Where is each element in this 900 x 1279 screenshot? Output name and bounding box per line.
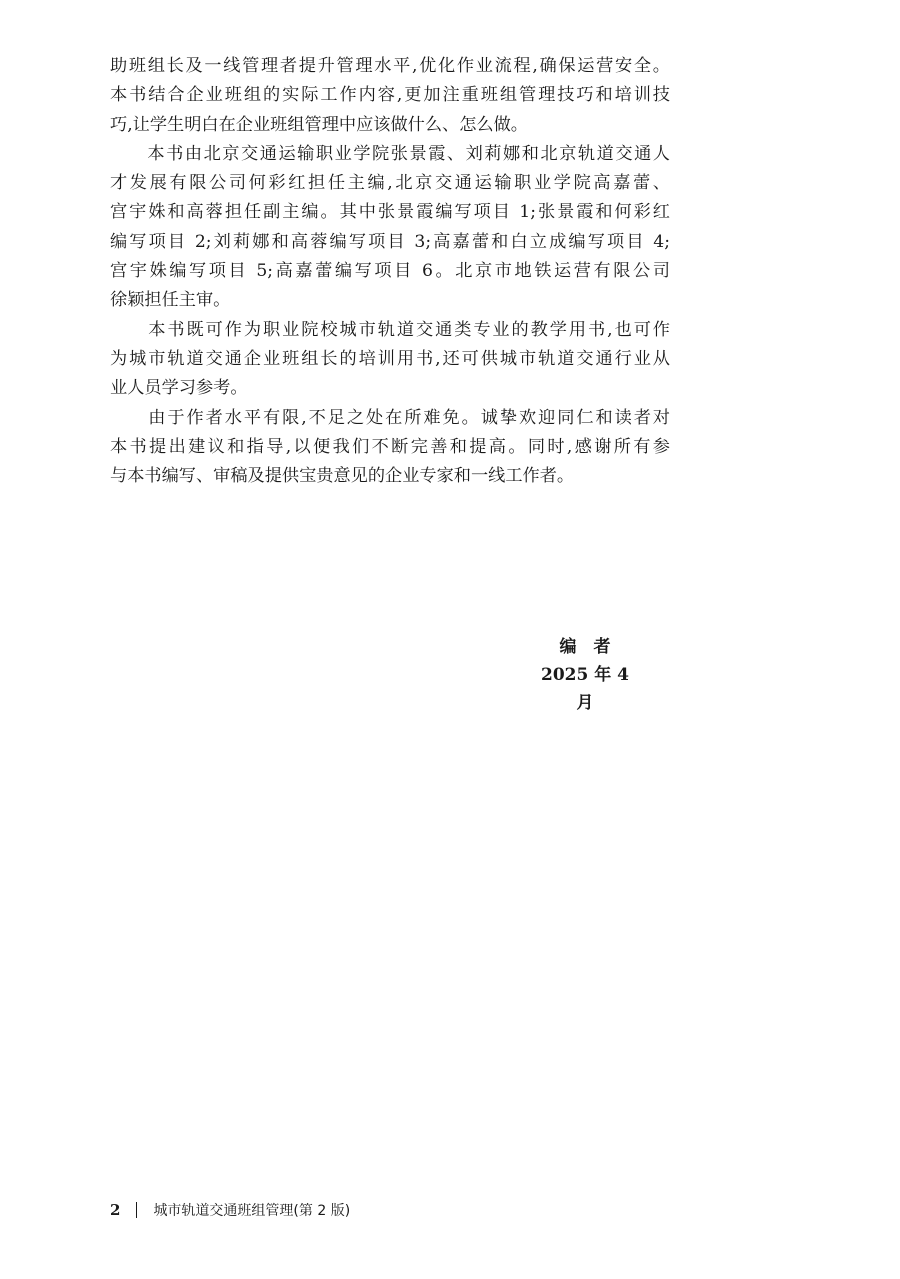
paragraph-continued — [110, 52, 670, 140]
text-line: 为城市轨道交通企业班组长的培训用书,还可供城市轨道交通行业从 — [110, 348, 670, 369]
text-line: 徐颖担任主审。 — [110, 290, 231, 311]
paragraph-editors — [110, 140, 670, 316]
text-line: 助班组长及一线管理者提升管理水平,优化作业流程,确保运营安全。 — [110, 56, 670, 76]
text-line: 由于作者水平有限,不足之处在所难免。诚挚欢迎同仁和读者对 — [110, 407, 670, 428]
paragraph-acknowledgement — [110, 404, 670, 492]
text-line: 本书结合企业班组的实际工作内容,更加注重班组管理技巧和培训技 — [110, 85, 670, 106]
preface-body — [110, 52, 670, 491]
footer-divider — [136, 1202, 137, 1218]
text-line: 业人员学习参考。 — [110, 378, 248, 399]
running-title: 城市轨道交通班组管理(第 2 版) — [153, 1203, 351, 1219]
text-line: 本书由北京交通运输职业学院张景霞、刘莉娜和北京轨道交通人 — [110, 143, 670, 164]
paragraph-audience — [110, 316, 670, 404]
page-footer — [110, 1198, 350, 1222]
text-line: 本书既可作为职业院校城市轨道交通类专业的教学用书,也可作 — [110, 319, 670, 340]
page-number: 2 — [110, 1201, 121, 1219]
signature-date: 2025 年 4 月 — [541, 665, 629, 713]
text-line: 才发展有限公司何彩红担任主编,北京交通运输职业学院高嘉蕾、 — [110, 173, 670, 194]
text-line: 巧,让学生明白在企业班组管理中应该做什么、怎么做。 — [110, 114, 528, 135]
text-line: 编写项目 2;刘莉娜和高蓉编写项目 3;高嘉蕾和白立成编写项目 4; — [110, 231, 670, 252]
text-line: 宫宇姝编写项目 5;高嘉蕾编写项目 6。北京市地铁运营有限公司 — [110, 261, 670, 282]
signature-block — [530, 633, 640, 717]
text-line: 与本书编写、审稿及提供宝贵意见的企业专家和一线工作者。 — [110, 466, 575, 487]
text-line: 宫宇姝和高蓉担任副主编。其中张景霞编写项目 1;张景霞和何彩红 — [110, 202, 670, 223]
text-line: 本书提出建议和指导,以便我们不断完善和提高。同时,感谢所有参 — [110, 436, 670, 457]
signature-author: 编 者 — [559, 637, 611, 657]
